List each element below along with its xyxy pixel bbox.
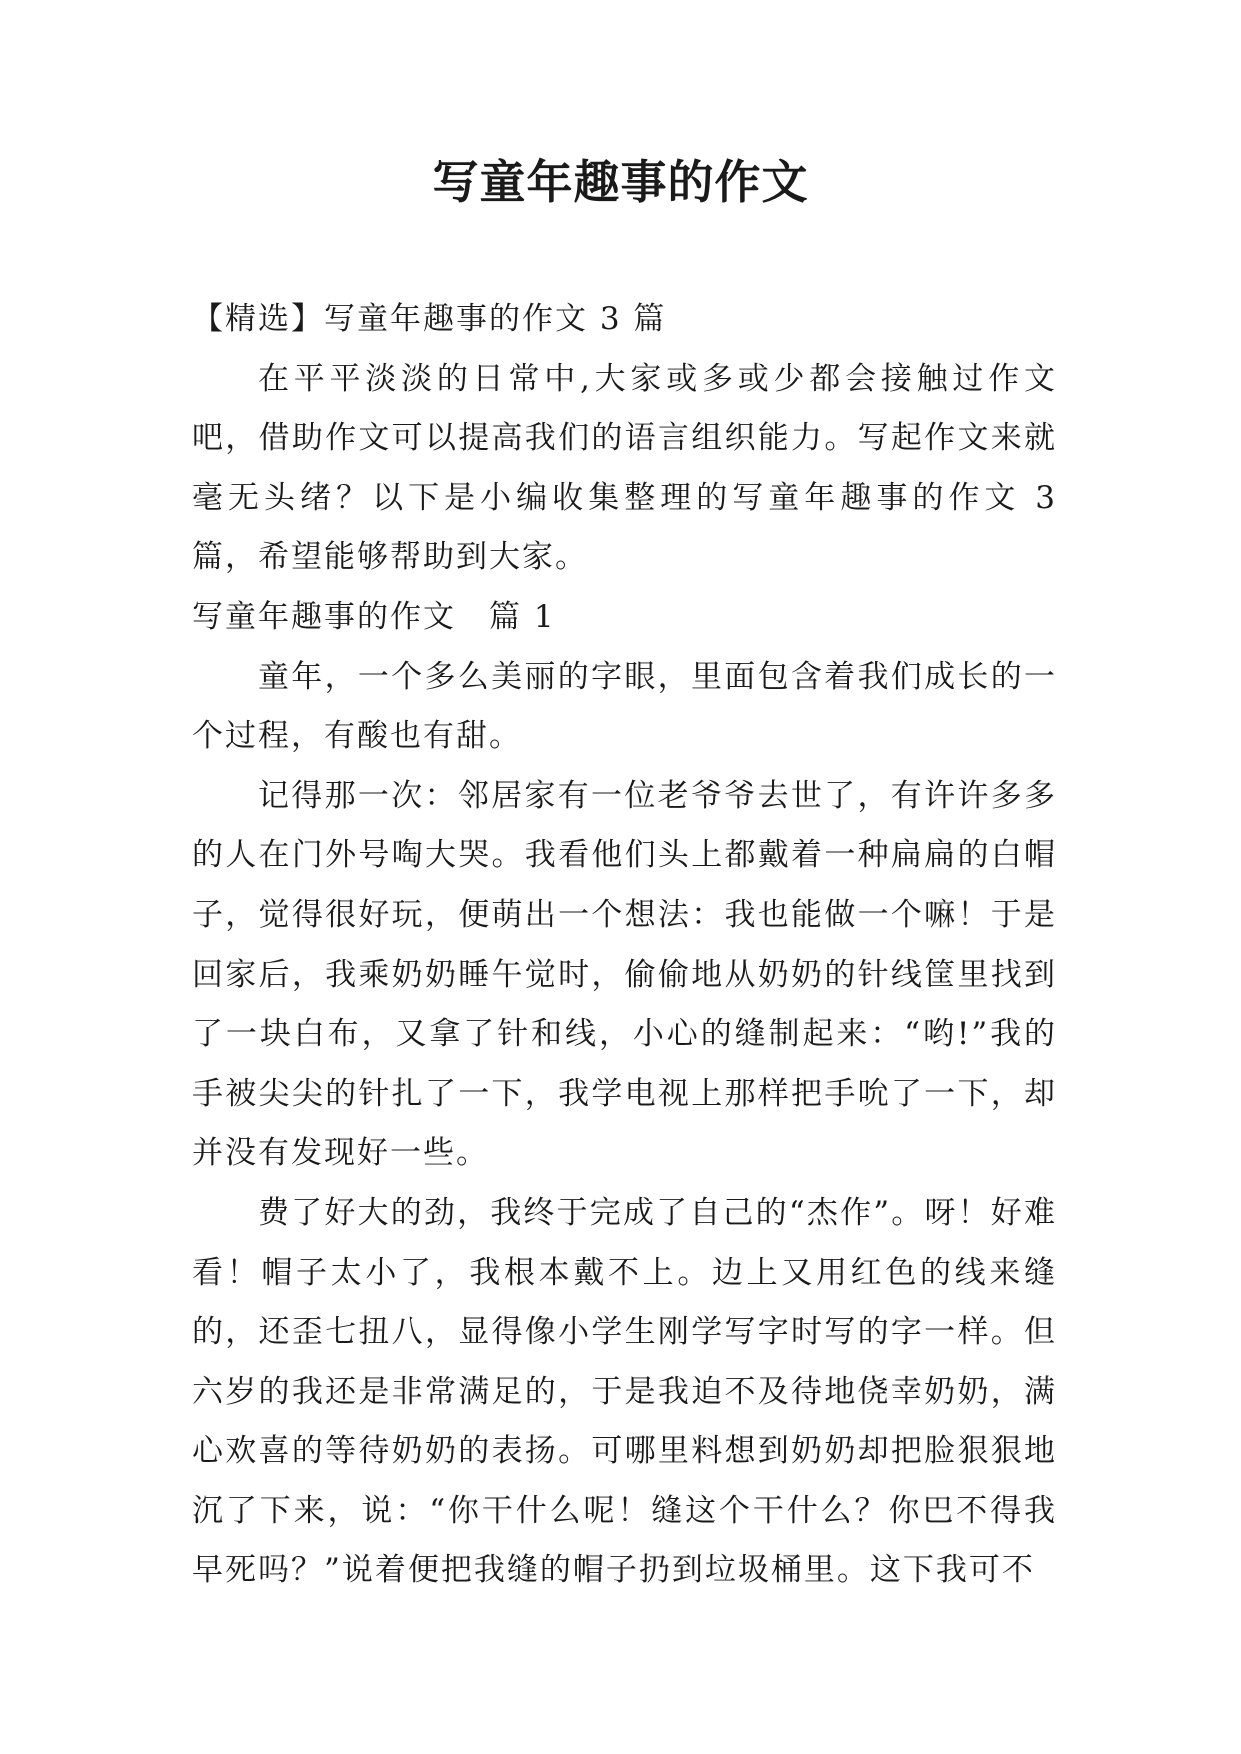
intro-paragraph: 在平平淡淡的日常中,大家或多或少都会接触过作文吧，借助作文可以提高我们的语言组织能力。写起作文来就毫无头绪？以下是小编收集整理的写童年趣事的作文 3 篇，希望能够帮助到大家。 [192,360,1057,576]
document-title: 写童年趣事的作文 [432,155,809,209]
intro-heading: 【精选】写童年趣事的作文 3 篇 [192,301,667,337]
body-paragraph-2: 记得那一次：邻居家有一位老爷爷去世了，有许许多多的人在门外号啕大哭。我看他们头上都戴着一种扁扁的白帽子，觉得很好玩，便萌出一个想法：我也能做一个嘛！于是回家后，我乘奶奶睡午觉时，偷偷地从奶奶的针线筐里找到了一块白布，又拿了针和线，小心的缝制起来：“哟!”我的手被尖尖的针扎了一下，我学电视上那样把手吮了一下，却并没有发现好一些。 [192,777,1057,1172]
body-paragraph-1: 童年，一个多么美丽的字眼，里面包含着我们成长的一个过程，有酸也有甜。 [192,658,1057,755]
document-body [192,290,1057,1601]
body-paragraph-3: 费了好大的劲，我终于完成了自己的“杰作”。呀！好难看！帽子太小了，我根本戴不上。边上又用红色的线来缝的，还歪七扭八，显得像小学生刚学写字时写的字一样。但六岁的我还是非常满足的，于是我迫不及待地侥幸奶奶，满心欢喜的等待奶奶的表扬。可哪里料想到奶奶却把脸狠狠地沉了下来，说：“你干什么呢！缝这个干什么？你巴不得我早死吗？”说着便把我缝的帽子扔到垃圾桶里。这下我可不 [192,1194,1057,1589]
section-heading: 写童年趣事的作文 篇 1 [192,598,556,635]
